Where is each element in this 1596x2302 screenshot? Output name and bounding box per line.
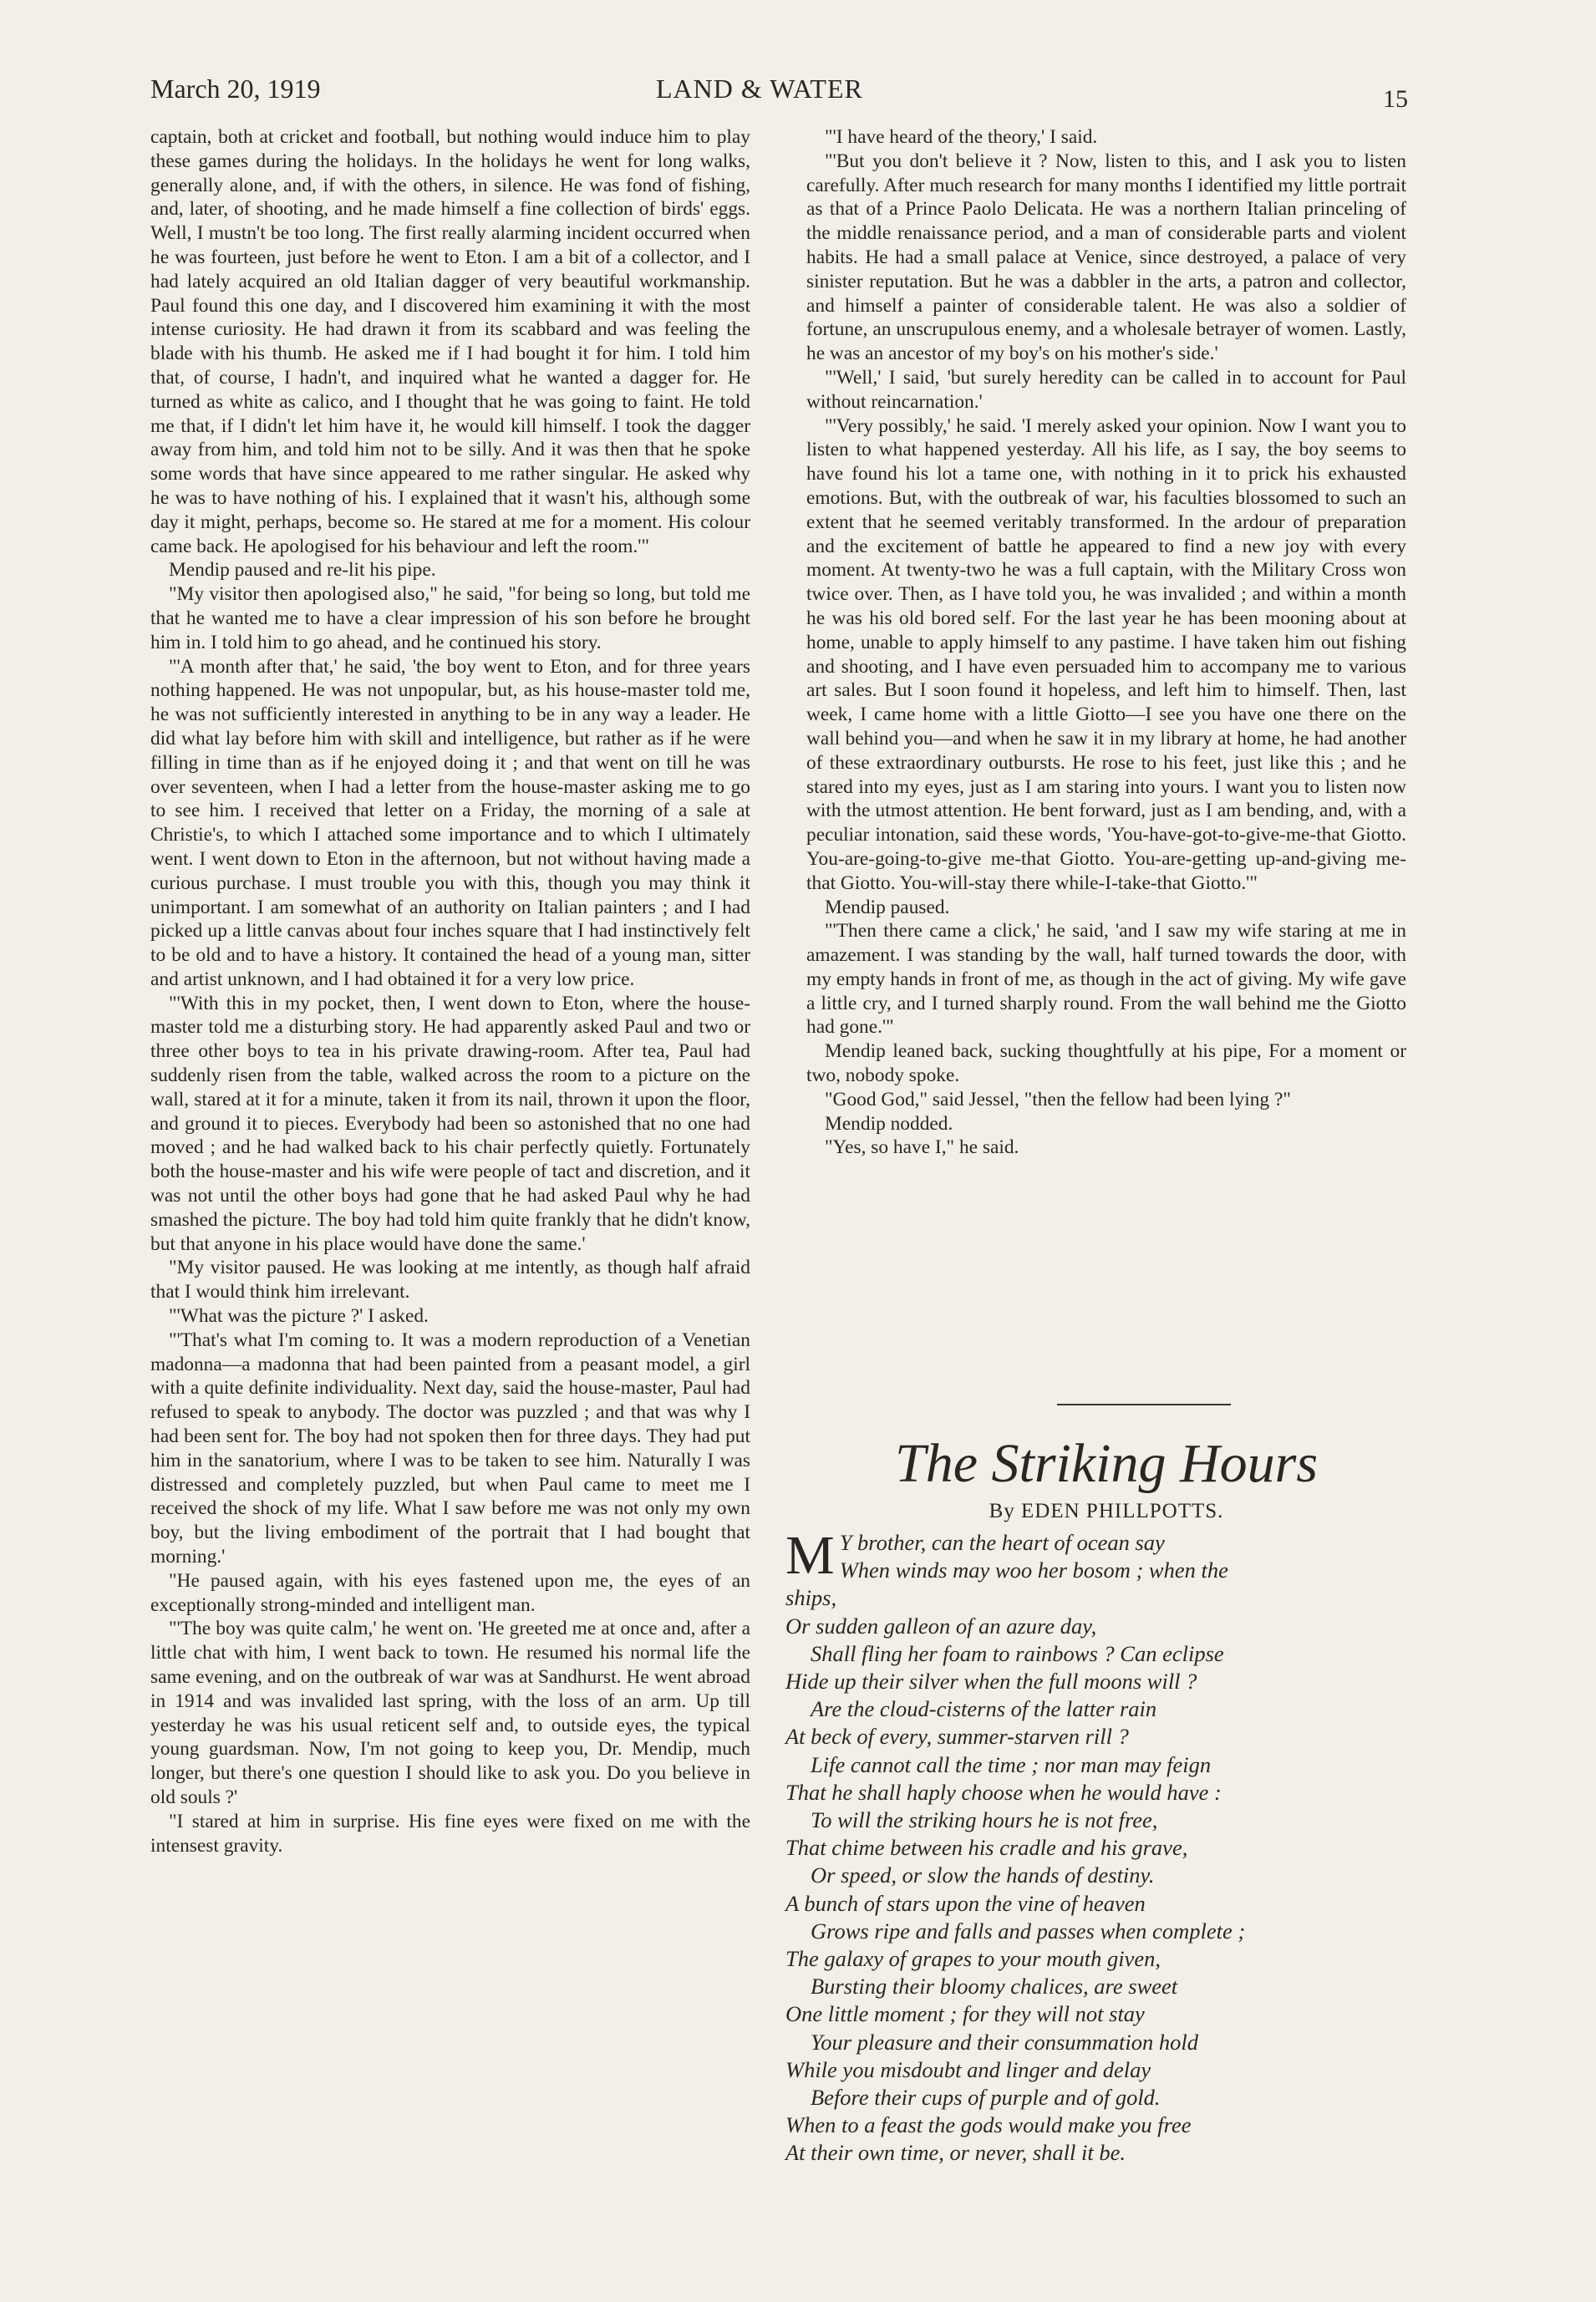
poem-line: That chime between his cradle and his grave, bbox=[785, 1835, 1188, 1861]
poem-line: Your pleasure and their consummation hold bbox=[811, 2029, 1199, 2055]
paragraph: "'Very possibly,' he said. 'I merely asked your opinion. Now I want you to listen to what happened yesterday. All his life, as I say, the boy seems to have found his lot a tame one, with nothing in it to prick his exhausted emotions. But, with the outbreak of war, his faculties blossomed to such an extent that he seemed veritably transformed. In the ardour of preparation and the excitement of battle he appeared to find a new joy with every moment. At twenty-two he was a full captain, with the Military Cross won twice over. Then, as I have told you, he was invalided ; and within a month he was his old bored self. For the last year he has been mooning about at home, unable to apply himself to any pastime. I have taken him out fishing and shooting, and I have even persuaded him to accompany me to various art sales. But I soon found it hopeless, and left him to himself. Then, last week, I came home with a little Giotto—I see you have one there on the wall behind you—and when he saw it in my library at home, he had another of these extraordinary outbursts. He rose to his feet, just like this ; and he stared into my eyes, just as I am staring into yours. I want you to listen now with the utmost attention. He bent forward, just as I am bending, and, with a peculiar intonation, said these words, 'You-have-got-to-give-me-that Giotto. You-are-going-to-give me-that Giotto. You-are-getting up-and-giving me-that Giotto. You-will-stay there while-I-take-that Giotto.'" bbox=[806, 414, 1406, 894]
poem-line: Shall fling her foam to rainbows ? Can eclipse bbox=[811, 1640, 1224, 1666]
poem-line: Grows ripe and falls and passes when complete ; bbox=[811, 1918, 1246, 1944]
paragraph: "'That's what I'm coming to. It was a modern reproduction of a Venetian madonna—a madonna that had been painted from a peasant model, a girl with a quite definite individuality. Next day, said the house-master, Paul had refused to speak to anybody. The doctor was puzzled ; and that was why I had been sent for. The boy had not spoken then for three days. They had put him in the sanatorium, where I was to be taken to see him. Naturally I was distressed and completely puzzled, but when Paul came to meet me I received the shock of my life. What I saw before me was not only my own boy, but the living embodiment of the portrait that I had bought that morning.' bbox=[150, 1329, 750, 1568]
page-number: 15 bbox=[1383, 85, 1408, 113]
section-divider bbox=[1057, 1404, 1231, 1405]
left-column bbox=[150, 125, 750, 1857]
poem-line: To will the striking hours he is not free, bbox=[811, 1807, 1158, 1833]
paragraph: "Yes, so have I," he said. bbox=[825, 1136, 1019, 1159]
poem-line: When to a feast the gods would make you free bbox=[785, 2112, 1192, 2138]
poem-line: When winds may woo her bosom ; when the bbox=[839, 1558, 1228, 1583]
poem-line: Y brother, can the heart of ocean say bbox=[839, 1530, 1165, 1555]
paragraph: "'Well,' I said, 'but surely heredity can be called in to account for Paul without reincarnation.' bbox=[806, 366, 1406, 413]
paragraph: "'Then there came a click,' he said, 'and I saw my wife staring at me in amazement. I was standing by the wall, half turned towards the door, with my empty hands in front of me, as though in the act of giving. My wife gave a little cry, and I turned sharply round. From the wall behind me the Giotto had gone.'" bbox=[806, 920, 1406, 1039]
poem-line: That he shall haply choose when he would have : bbox=[785, 1779, 1222, 1805]
poem-line: Bursting their bloomy chalices, are sweet bbox=[811, 1974, 1178, 2000]
poem-line: Hide up their silver when the full moons will ? bbox=[785, 1669, 1197, 1695]
right-column bbox=[806, 125, 1406, 1160]
issue-date: March 20, 1919 bbox=[150, 74, 321, 104]
paragraph: "'The boy was quite calm,' he went on. 'He greeted me at once and, after a little chat with him, I went back to town. He resumed his normal life the same evening, and on the outbreak of war was at Sandhurst. He went abroad in 1914 and was invalided last spring, with the loss of an arm. Up till yesterday he was his usual reticent self and, to outside eyes, the typical young guardsman. Now, I'm not going to keep you, Dr. Mendip, much longer, but there's one question I should like to ask you. Do you believe in old souls ?' bbox=[150, 1618, 750, 1808]
poem-line: Or speed, or slow the hands of destiny. bbox=[811, 1862, 1155, 1888]
paragraph: Mendip paused. bbox=[825, 896, 950, 918]
paragraph: captain, both at cricket and football, but nothing would induce him to play these games during the holidays. In the holidays he went for long walks, generally alone, and, if with the others, in silence. He was fond of fishing, and, later, of shooting, and he made himself a fine collection of birds' eggs. Well, I mustn't be too long. The first really alarming incident occurred when he was fourteen, just before he went to Eton. I am a bit of a collector, and I had lately acquired an old Italian dagger of very beautiful workmanship. Paul found this one day, and I discovered him examining it with the most intense curiosity. He had drawn it from its scabbard and was feeling the blade with his thumb. He asked me if I had bought it for him. I told him that, of course, I hadn't, and inquired what he wanted a dagger for. He turned as white as calico, and I thought that he was going to faint. He told me that, if I didn't let him have it, he would kill himself. I took the dagger away from him, and told him not to be silly. And it was then that he spoke some words that have since appeared to me rather singular. He asked why he was to have nothing of his. I explained that it wasn't his, although some day it might, perhaps, become so. He stared at me for a moment. His colour came back. He apologised for his behaviour and left the room.'" bbox=[150, 126, 750, 557]
paragraph: "'What was the picture ?' I asked. bbox=[169, 1305, 429, 1328]
poem-line: Or sudden galleon of an azure day, bbox=[785, 1613, 1097, 1639]
poem-line: Are the cloud-cisterns of the latter rain bbox=[811, 1696, 1157, 1722]
poem-body bbox=[785, 1525, 1421, 2167]
paragraph: "'But you don't believe it ? Now, listen to this, and I ask you to listen carefully. After much research for many months I identified my little portrait as that of a Prince Paolo Delicata. He was a northern Italian princeling of the middle renaissance period, and a man of considerable parts and violent habits. He had a small palace at Venice, since destroyed, a palace of very sinister reputation. But he was a dabbler in the arts, a patron and collector, and himself a painter of considerable talent. He was also a soldier of fortune, an unscrupulous enemy, and a wholesale betrayer of women. Lastly, he was an ancestor of my boy's on his mother's side.' bbox=[806, 150, 1406, 365]
paragraph: "Good God," said Jessel, "then the fellow had been lying ?" bbox=[825, 1088, 1291, 1110]
poem-line: A bunch of stars upon the vine of heaven bbox=[785, 1890, 1146, 1916]
poem-line: At their own time, or never, shall it be. bbox=[785, 2140, 1126, 2166]
paragraph: "'A month after that,' he said, 'the boy went to Eton, and for three years nothing happened. He was not unpopular, but, as his house-master told me, he was not sufficiently interested in anything to be in any way a leader. He did what lay before him with skill and intelligence, but rather as if he were filling in time than as if he enjoyed doing it ; and that went on till he was over seventeen, when I had a letter from the house-master asking me to go to see him. I received that letter on a Friday, the morning of a sale at Christie's, to which I attached some importance and to which I ultimately went. I went down to Eton in the afternoon, but not without having made a curious purchase. I must trouble you with this, though you may think it unimportant. I am somewhat of an authority on Italian painters ; and I had picked up a little canvas about four inches square that I had instinctively felt to be old and to have a history. It contained the head of a young man, sitter and artist unknown, and I had obtained it for a very low price. bbox=[150, 655, 750, 990]
poem-line: The galaxy of grapes to your mouth given, bbox=[785, 1946, 1161, 1972]
paragraph: Mendip leaned back, sucking thoughtfully at his pipe, For a moment or two, nobody spoke. bbox=[806, 1040, 1406, 1087]
paragraph: Mendip nodded. bbox=[825, 1112, 953, 1135]
poem-line: At beck of every, summer-starven rill ? bbox=[785, 1724, 1129, 1750]
paragraph: "'I have heard of the theory,' I said. bbox=[825, 126, 1098, 148]
paragraph: Mendip paused and re-lit his pipe. bbox=[169, 559, 436, 582]
poem-line: Life cannot call the time ; nor man may feign bbox=[811, 1751, 1212, 1777]
poem-line: Before their cups of purple and of gold. bbox=[811, 2085, 1161, 2111]
poem-line: One little moment ; for they will not stay bbox=[785, 2001, 1145, 2027]
paragraph: "'With this in my pocket, then, I went down to Eton, where the house-master told me a disturbing story. He had apparently asked Paul and two or three other boys to tea in his private drawing-room. After tea, Paul had suddenly risen from the table, walked across the room to a picture on the wall, stared at it for a minute, taken it from its nail, thrown it upon the floor, and ground it to pieces. Everybody had been so astonished that no one had moved ; and he had walked back to his chair perfectly quietly. Fortunately both the house-master and his wife were people of tact and discretion, and it was not until the other boys had gone that he had asked Paul why he had smashed the picture. The boy had told him quite frankly that he didn't know, but that anyone in his place would have done the same.' bbox=[150, 992, 750, 1255]
poem-line: While you misdoubt and linger and delay bbox=[785, 2056, 1151, 2082]
page-header bbox=[150, 74, 1421, 115]
paragraph: "He paused again, with his eyes fastened upon me, the eyes of an exceptionally strong-minded and intelligent man. bbox=[150, 1569, 750, 1616]
poem-title: The Striking Hours bbox=[894, 1433, 1319, 1494]
publication-title: LAND & WATER bbox=[656, 74, 863, 104]
poem-line: ships, bbox=[785, 1585, 837, 1611]
paragraph: "I stared at him in surprise. His fine eyes were fixed on me with the intensest gravity. bbox=[150, 1810, 750, 1857]
drop-cap: M bbox=[785, 1525, 835, 1586]
poem-byline: By EDEN PHILLPOTTS. bbox=[989, 1500, 1224, 1522]
paragraph: "My visitor then apologised also," he said, "for being so long, but told me that he wanted me to have a clear impression of his son before he brought him in. I told him to go ahead, and he continued his story. bbox=[150, 583, 750, 653]
paragraph: "My visitor paused. He was looking at me intently, as though half afraid that I would think him irrelevant. bbox=[150, 1257, 750, 1303]
